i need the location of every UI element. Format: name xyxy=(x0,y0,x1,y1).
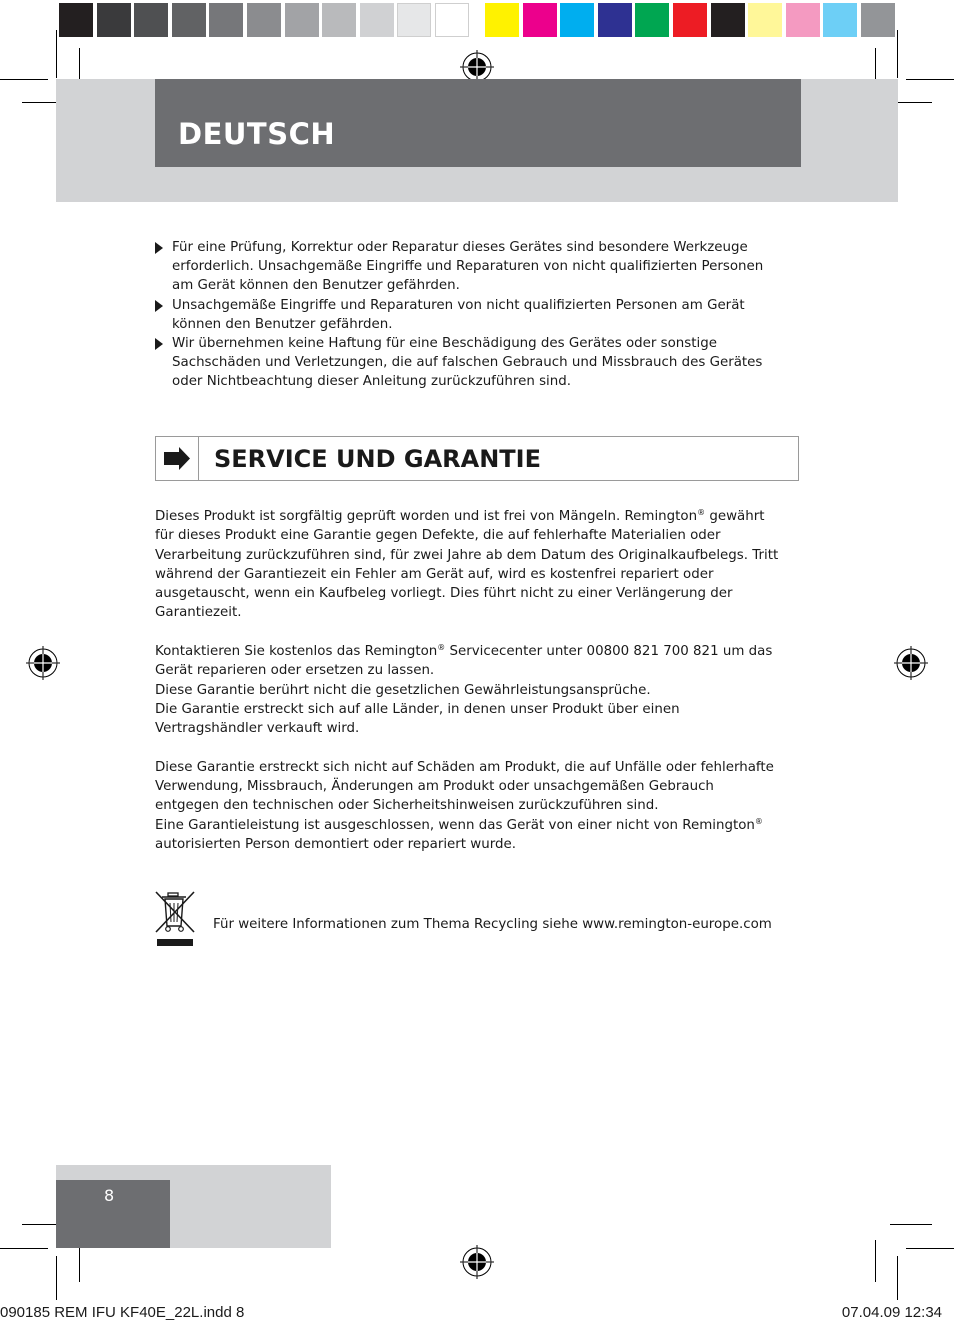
color-swatch xyxy=(247,3,281,37)
bullet-triangle-icon xyxy=(155,242,163,254)
safety-bullet-list xyxy=(155,238,785,392)
list-item xyxy=(155,296,785,334)
bullet-text: Für eine Prüfung, Korrektur oder Reparatur dieses Gerätes sind besondere Werkzeuge erforderlich. Unsachgemäße Eingriffe und Reparaturen von nicht qualifizierten Personen am Gerät können den Benutzer gefährden. xyxy=(172,240,764,294)
color-swatch xyxy=(97,3,131,37)
color-swatch xyxy=(285,3,319,37)
color-swatch xyxy=(209,3,243,37)
color-swatch xyxy=(134,3,168,37)
color-swatch xyxy=(635,3,669,37)
color-swatch xyxy=(748,3,782,37)
registration-mark-icon xyxy=(26,646,60,680)
color-swatch xyxy=(322,3,356,37)
section-title: SERVICE UND GARANTIE xyxy=(214,445,541,473)
color-swatch xyxy=(673,3,707,37)
color-swatch xyxy=(786,3,820,37)
color-swatch xyxy=(560,3,594,37)
bullet-triangle-icon xyxy=(155,338,163,350)
bullet-text: Unsachgemäße Eingriffe und Reparaturen von nicht qualifizierten Personen am Gerät können den Benutzer gefährden. xyxy=(172,297,745,332)
slug-file-info: 090185 REM IFU KF40E_22L.indd 8 xyxy=(0,1304,245,1321)
page-number: 8 xyxy=(104,1186,115,1205)
page-title: DEUTSCH xyxy=(178,117,336,151)
paragraph: Diese Garantie erstreckt sich nicht auf Schäden am Produkt, die auf Unfälle oder fehlerhafte Verwendung, Missbrauch, Änderungen am Produkt oder unsachgemäßen Gebrauch entgegen den technischen oder Sicherheitshinweisen zurückzuführen sind. Eine Garantieleistung ist ausgeschlossen, wenn das Gerät von einer nicht von Remington® autorisierten Person demontiert oder repariert wurde. xyxy=(155,759,774,853)
color-swatch xyxy=(598,3,632,37)
color-swatch xyxy=(172,3,206,37)
registration-mark-icon xyxy=(894,646,928,680)
slug-date-time: 07.04.09 12:34 xyxy=(841,1304,942,1321)
warranty-text xyxy=(155,507,780,874)
color-swatch xyxy=(823,3,857,37)
recycling-text: Für weitere Informationen zum Thema Recycling siehe www.remington-europe.com xyxy=(213,917,772,932)
paragraph: Kontaktieren Sie kostenlos das Remington® Servicecenter unter 00800 821 700 821 um das Gerät reparieren oder ersetzen zu lassen. Diese Garantie berührt nicht die gesetzlichen Gewährleistungsansprüche. Die Garantie erstreckt sich auf alle Länder, in denen unser Produkt über einen Vertragshändler verkauft wird. xyxy=(155,643,773,737)
registration-mark-icon xyxy=(460,1245,494,1279)
color-swatch xyxy=(485,3,519,37)
color-swatch xyxy=(861,3,895,37)
color-swatch xyxy=(435,3,469,37)
section-heading xyxy=(155,436,799,481)
bullet-text: Wir übernehmen keine Haftung für eine Beschädigung des Gerätes oder sonstige Sachschäden und Verletzungen, die auf falschen Gebrauch und Missbrauch des Gerätes oder Nichtbeachtung dieser Anleitung zurückzuführen sind. xyxy=(172,336,763,390)
crossed-bin-icon xyxy=(154,890,198,948)
color-swatch xyxy=(59,3,93,37)
color-swatch xyxy=(397,3,431,37)
color-swatch xyxy=(360,3,394,37)
arrow-right-icon xyxy=(156,437,198,480)
bullet-triangle-icon xyxy=(155,300,163,312)
color-swatch xyxy=(523,3,557,37)
list-item xyxy=(155,238,785,296)
list-item xyxy=(155,334,785,392)
paragraph: Dieses Produkt ist sorgfältig geprüft worden und ist frei von Mängeln. Remington® gewährt für dieses Produkt eine Garantie gegen Defekte, die auf fehlerhafte Materialien oder Verarbeitung zurückzuführen sind, für zwei Jahre ab dem Datum des Originalkaufbelegs. Tritt während der Garantiezeit ein Fehler am Gerät auf, wird es kostenfrei repariert oder ausgetauscht, wenn ein Kaufbeleg vorliegt. Dies führt nicht zu einer Verlängerung der Garantiezeit. xyxy=(155,508,779,621)
color-swatch xyxy=(711,3,745,37)
section-icon-box xyxy=(156,437,199,480)
